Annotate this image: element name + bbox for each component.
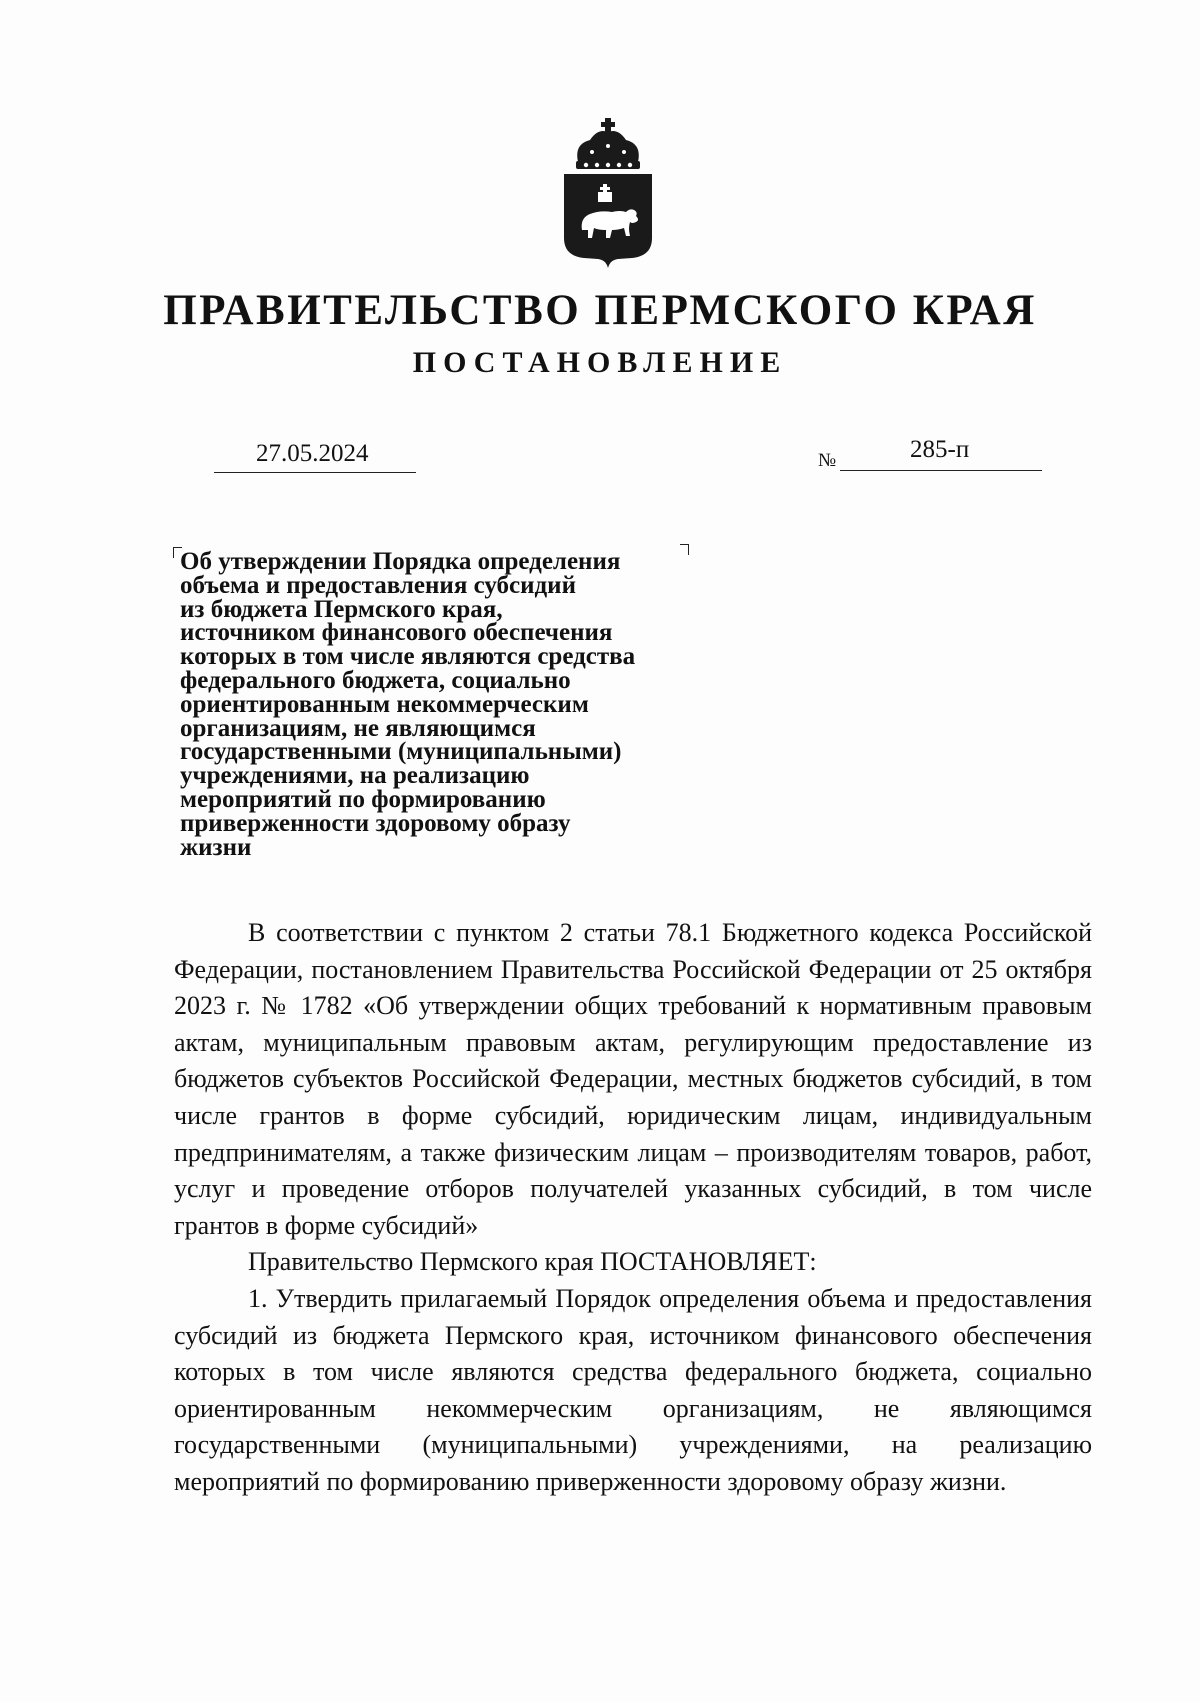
number-sign: № [818, 450, 837, 471]
subject-line: организациям, не являющимся [180, 714, 536, 742]
subject-line: мероприятий по формированию [180, 785, 546, 813]
subject-line: которых в том числе являются средства [180, 643, 636, 671]
subject-line: ориентированным некоммерческим [180, 690, 589, 718]
document-body [174, 915, 1092, 1501]
subject-line: объема и предоставления субсидий [180, 571, 576, 599]
organization-title: ПРАВИТЕЛЬСТВО ПЕРМСКОГО КРАЯ [163, 287, 1037, 334]
subject-line: жизни [180, 833, 252, 861]
document-date: 27.05.2024 [256, 440, 369, 467]
date-field [214, 432, 416, 473]
subject-line: приверженности здоровому образу [180, 809, 571, 837]
subject-line: источником финансового обеспечения [180, 619, 613, 647]
coat-of-arms-icon [560, 118, 656, 268]
subject-line: из бюджета Пермского края, [180, 595, 503, 623]
subject-line: федерального бюджета, социально [180, 666, 571, 694]
document-number: 285-п [910, 436, 970, 463]
body-paragraph-resolves: Правительство Пермского края ПОСТАНОВЛЯЕТ: [248, 1247, 817, 1277]
document-type-heading: ПОСТАНОВЛЕНИЕ [412, 346, 788, 379]
number-field [840, 432, 1042, 471]
subject-line: государственными (муниципальными) [180, 738, 622, 766]
body-paragraph-preamble: В соответствии с пунктом 2 статьи 78.1 Бюджетного кодекса Российской Федерации, постановлением Правительства Российской Федерации от 25 октября 2023 г. № 1782 «Об утверждении общих требований к нормативным правовым актам, муниципальным правовым актам, регулирующим предоставление из бюджетов субъектов Российской Федерации, местных бюджетов субсидий, в том числе грантов в форме субсидий, юридическим лицам, индивидуальным предпринимателям, а также физическим лицам – производителям товаров, работ, услуг и проведение отборов получателей указанных субсидий, в том числе грантов в форме субсидий» [174, 918, 1092, 1240]
body-paragraph-item-1: 1. Утвердить прилагаемый Порядок определения объема и предоставления субсидий из бюджета Пермского края, источником финансового обеспечения которых в том числе являются средства федерального бюджета, социально ориентированным некоммерческим организациям, не являющимся государственными (муниципальными) учреждениями, на реализацию мероприятий по формированию приверженности здоровому образу жизни. [174, 1283, 1092, 1496]
subject-line: учреждениями, на реализацию [180, 762, 530, 790]
subject-line: Об утверждении Порядка определения [180, 548, 621, 575]
document-subject [180, 550, 720, 859]
